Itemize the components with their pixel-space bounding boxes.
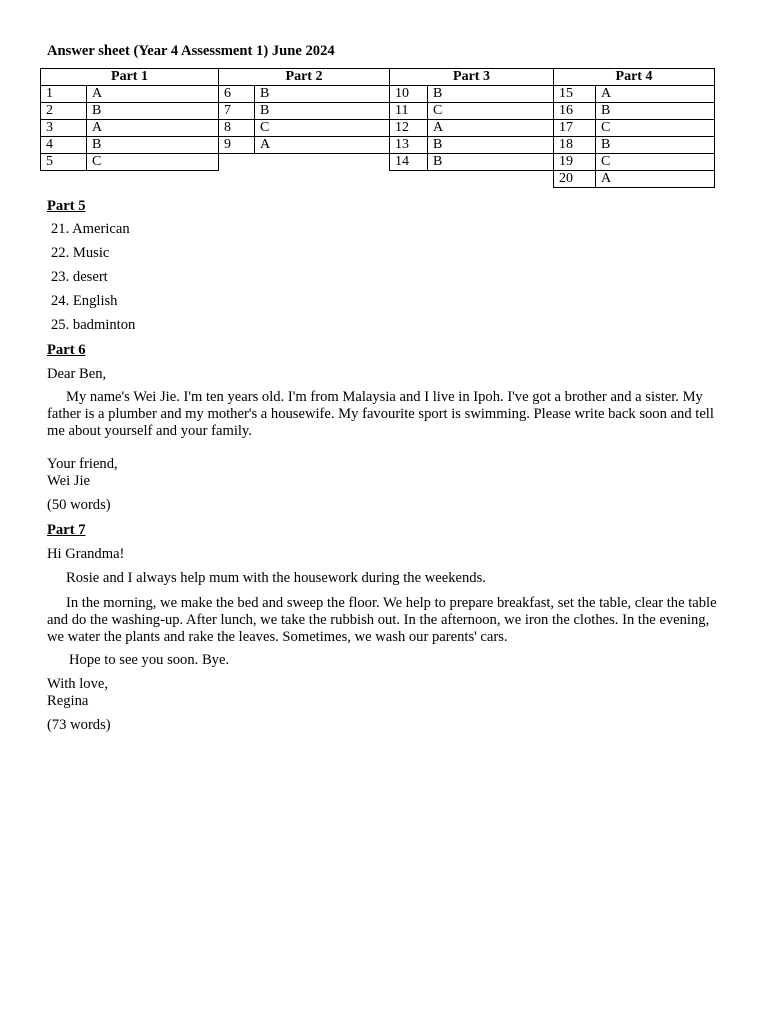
question-number: 14 [390,154,428,171]
table-header: Part 3 [390,69,554,86]
answer-cell: C [428,103,554,120]
table-row [554,103,715,120]
answer-cell: A [87,86,219,103]
part7-paragraph-2: In the morning, we make the bed and sweep the floor. We help to prepare breakfast, set the table, clear the table and do the washing-up. After lunch, we take the rubbish out. In the afternoon, we iron the clothes. In the evening, we water the plants and rake the leaves. Sometimes, we wash our parents' cars. [47,595,717,645]
table-row [390,103,554,120]
part5-answer: 21. American [51,221,130,237]
table-row [390,137,554,154]
part2-table [218,68,390,154]
table-row [554,171,715,188]
table-row [390,154,554,171]
question-number: 6 [219,86,255,103]
part7-signature: Regina [47,693,89,709]
question-number: 17 [554,120,596,137]
part6-heading: Part 6 [47,342,86,358]
answer-cell: A [87,120,219,137]
question-number: 7 [219,103,255,120]
table-row [554,86,715,103]
question-number: 10 [390,86,428,103]
question-number: 20 [554,171,596,188]
part7-word-count: (73 words) [47,717,111,733]
part6-signature: Wei Jie [47,473,90,489]
table-row [219,120,390,137]
table-row [41,103,219,120]
part5-answer: 25. badminton [51,317,136,333]
answer-cell: B [428,86,554,103]
question-number: 15 [554,86,596,103]
table-row [219,137,390,154]
part7-paragraph-3: Hope to see you soon. Bye. [69,652,230,668]
answer-cell: A [596,86,715,103]
table-row [41,154,219,171]
part5-answer: 22. Music [51,245,110,261]
part7-heading: Part 7 [47,522,86,538]
question-number: 1 [41,86,87,103]
part7-closing: With love, [47,676,109,692]
answer-cell: C [255,120,390,137]
part7-greeting: Hi Grandma! [47,546,125,562]
answer-cell: B [255,86,390,103]
page-title: Answer sheet (Year 4 Assessment 1) June 2024 [47,43,335,59]
table-row [219,103,390,120]
question-number: 8 [219,120,255,137]
question-number: 5 [41,154,87,171]
table-row [41,86,219,103]
table-row [554,137,715,154]
table-header: Part 1 [41,69,219,86]
answer-cell: C [596,120,715,137]
part7-paragraph-1: Rosie and I always help mum with the housework during the weekends. [66,570,486,586]
part6-greeting: Dear Ben, [47,366,107,382]
question-number: 3 [41,120,87,137]
table-row [390,86,554,103]
answer-cell: B [428,154,554,171]
part3-table [389,68,554,171]
table-row [219,86,390,103]
question-number: 13 [390,137,428,154]
part4-table [553,68,715,188]
table-row [41,137,219,154]
answer-cell: B [596,103,715,120]
question-number: 12 [390,120,428,137]
answer-cell: B [255,103,390,120]
answer-cell: A [596,171,715,188]
part6-body: My name's Wei Jie. I'm ten years old. I'm from Malaysia and I live in Ipoh. I've got a brother and a sister. My father is a plumber and my mother's a housewife. My favourite sport is swimming. Please write back soon and tell me about yourself and your family. [47,389,714,439]
answer-cell: A [428,120,554,137]
part5-heading: Part 5 [47,198,86,214]
answer-cell: B [428,137,554,154]
part1-table [40,68,219,171]
table-header: Part 4 [554,69,715,86]
part6-closing: Your friend, [47,456,118,472]
part5-answer: 24. English [51,293,118,309]
table-row [554,154,715,171]
question-number: 11 [390,103,428,120]
question-number: 4 [41,137,87,154]
question-number: 2 [41,103,87,120]
question-number: 18 [554,137,596,154]
part5-answer: 23. desert [51,269,108,285]
question-number: 9 [219,137,255,154]
answer-cell: C [596,154,715,171]
answer-cell: A [255,137,390,154]
answer-cell: B [596,137,715,154]
table-row [41,120,219,137]
table-row [390,120,554,137]
answer-cell: B [87,137,219,154]
answer-cell: B [87,103,219,120]
answer-cell: C [87,154,219,171]
part6-word-count: (50 words) [47,497,111,513]
question-number: 16 [554,103,596,120]
question-number: 19 [554,154,596,171]
table-header: Part 2 [219,69,390,86]
table-row [554,120,715,137]
